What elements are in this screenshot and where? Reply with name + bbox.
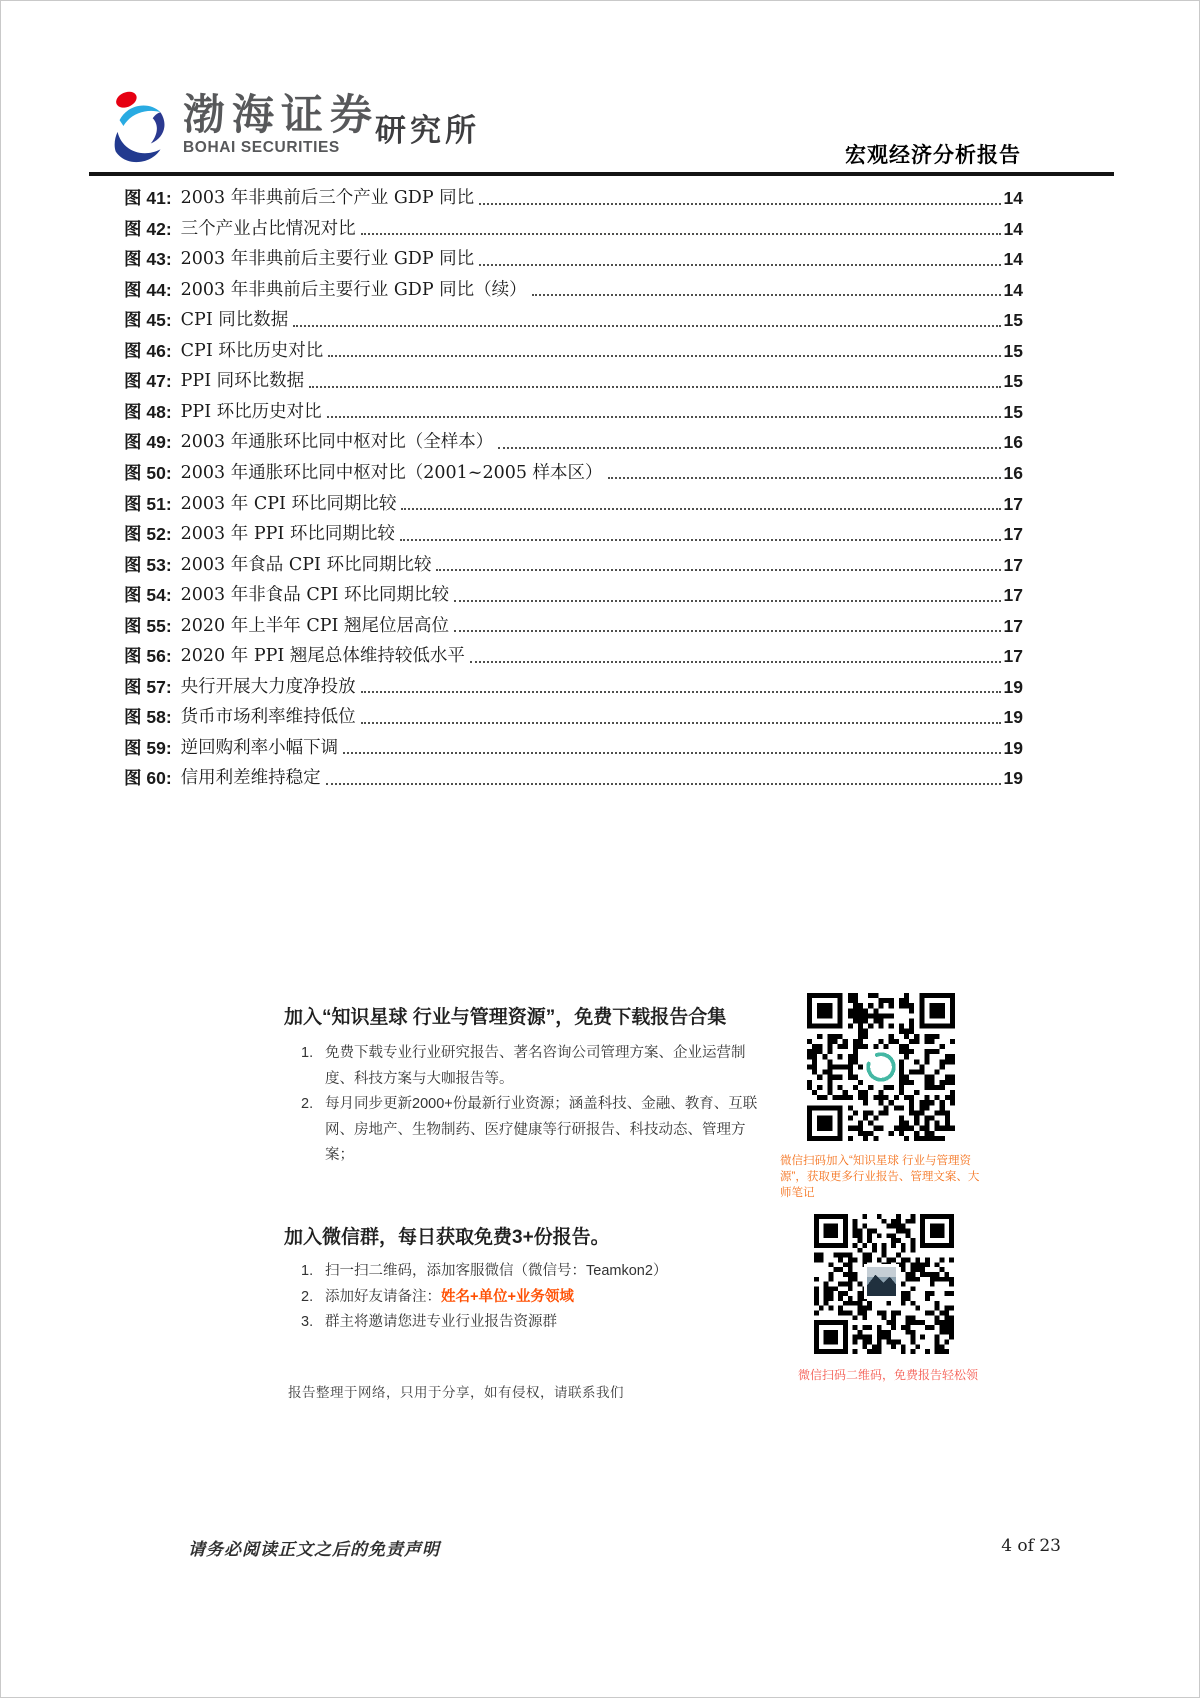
- toc-entry-title: 2003 年通胀环比同中枢对比（2001~2005 样本区）: [180, 462, 603, 483]
- qr2-caption: 微信扫码二维码，免费报告轻松领: [798, 1368, 979, 1382]
- promo2-list-item: [301, 1259, 773, 1285]
- toc-entry-page-number: 17: [1003, 615, 1023, 636]
- toc-entry-label: 图 44:: [124, 279, 172, 300]
- logo-name-cn: 渤海证券: [183, 90, 380, 139]
- toc-dot-leader: [400, 539, 1001, 541]
- toc-entry-label: 图 48:: [124, 401, 172, 422]
- toc-entry[interactable]: [124, 640, 1023, 671]
- toc-entry-title: 货币市场利率维持低位: [180, 707, 356, 728]
- header-divider: [89, 172, 1114, 176]
- toc-dot-leader: [293, 325, 1000, 327]
- toc-entry-label: 图 52:: [124, 524, 172, 545]
- toc-entry[interactable]: [124, 274, 1023, 305]
- toc-dot-leader: [454, 630, 1001, 632]
- toc-entry-title: 2003 年非典前后主要行业 GDP 同比: [180, 249, 475, 270]
- toc-entry-title: 2003 年通胀环比同中枢对比（全样本）: [180, 432, 494, 453]
- toc-dot-leader: [401, 508, 1000, 510]
- toc-entry-title: 2003 年非食品 CPI 环比同期比较: [180, 585, 449, 606]
- toc-entry[interactable]: [124, 335, 1023, 366]
- toc-entry-page-number: 17: [1003, 554, 1023, 575]
- toc-entry-title: 三个产业占比情况对比: [180, 218, 356, 239]
- list-item-text: 添加好友请备注：姓名+单位+业务领域: [325, 1288, 574, 1305]
- toc-dot-leader: [532, 294, 1001, 296]
- toc-entry-label: 图 49:: [124, 432, 172, 453]
- toc-figure-list: [124, 182, 1023, 793]
- toc-entry-page-number: 14: [1003, 249, 1023, 270]
- promo2-list: [301, 1259, 773, 1336]
- logo-text: [183, 87, 379, 157]
- bohai-logo-icon: [111, 87, 171, 165]
- toc-entry[interactable]: [124, 243, 1023, 274]
- toc-entry-title: CPI 同比数据: [180, 310, 289, 331]
- report-type-label: 宏观经济分析报告: [845, 144, 1021, 167]
- toc-entry-title: 2020 年 PPI 翘尾总体维持较低水平: [180, 646, 465, 667]
- toc-entry-title: CPI 环比历史对比: [180, 340, 324, 361]
- toc-entry-page-number: 17: [1003, 493, 1023, 514]
- toc-entry-page-number: 19: [1003, 737, 1023, 758]
- promo2-list-item: [301, 1310, 773, 1336]
- list-item-number: 1.: [301, 1045, 314, 1061]
- toc-entry-page-number: 16: [1003, 432, 1023, 453]
- toc-dot-leader: [361, 691, 1001, 693]
- toc-entry-title: 2003 年非典前后三个产业 GDP 同比: [180, 188, 475, 209]
- toc-entry-page-number: 17: [1003, 646, 1023, 667]
- toc-entry[interactable]: [124, 518, 1023, 549]
- list-item-text: 群主将邀请您进专业行业报告资源群: [325, 1314, 557, 1330]
- toc-entry-label: 图 60:: [124, 768, 172, 789]
- toc-entry-page-number: 15: [1003, 310, 1023, 331]
- toc-entry-title: 央行开展大力度净投放: [180, 676, 356, 697]
- toc-dot-leader: [343, 752, 1000, 754]
- toc-entry-label: 图 56:: [124, 646, 172, 667]
- toc-entry-label: 图 43:: [124, 249, 172, 270]
- toc-entry-title: PPI 环比历史对比: [180, 401, 322, 422]
- toc-entry-title: 2003 年 CPI 环比同期比较: [180, 493, 397, 514]
- toc-dot-leader: [328, 355, 1000, 357]
- toc-entry[interactable]: [124, 671, 1023, 702]
- toc-entry-title: 逆回购利率小幅下调: [180, 737, 339, 758]
- toc-entry[interactable]: [124, 732, 1023, 763]
- toc-dot-leader: [361, 722, 1001, 724]
- list-item-highlight: 姓名+单位+业务领域: [441, 1288, 574, 1305]
- toc-entry[interactable]: [124, 426, 1023, 457]
- promo2-list-item: [301, 1285, 773, 1311]
- toc-entry-page-number: 15: [1003, 371, 1023, 392]
- qr-code-knowledge-planet: [807, 993, 955, 1141]
- toc-entry[interactable]: [124, 610, 1023, 641]
- toc-entry[interactable]: [124, 304, 1023, 335]
- toc-dot-leader: [327, 416, 1001, 418]
- toc-entry-page-number: 14: [1003, 279, 1023, 300]
- toc-entry-page-number: 16: [1003, 462, 1023, 483]
- toc-dot-leader: [498, 447, 1000, 449]
- toc-entry[interactable]: [124, 182, 1023, 213]
- toc-entry-page-number: 19: [1003, 707, 1023, 728]
- toc-entry-label: 图 46:: [124, 340, 172, 361]
- toc-entry-label: 图 55:: [124, 615, 172, 636]
- list-item-number: 1.: [301, 1263, 314, 1279]
- toc-entry[interactable]: [124, 213, 1023, 244]
- promo2-title: 加入微信群，每日获取免费3+份报告。: [284, 1227, 610, 1248]
- toc-dot-leader: [454, 600, 1001, 602]
- toc-dot-leader: [470, 661, 1001, 663]
- toc-entry-label: 图 54:: [124, 585, 172, 606]
- toc-entry-page-number: 17: [1003, 585, 1023, 606]
- toc-entry[interactable]: [124, 396, 1023, 427]
- toc-entry-page-number: 19: [1003, 676, 1023, 697]
- footer-disclaimer: 请务必阅读正文之后的免责声明: [188, 1540, 440, 1560]
- toc-entry-title: 2003 年非典前后主要行业 GDP 同比（续）: [180, 279, 527, 300]
- toc-entry-title: 2003 年 PPI 环比同期比较: [180, 524, 395, 545]
- footer-page-number: 4 of 23: [1001, 1536, 1061, 1556]
- toc-entry-label: 图 53:: [124, 554, 172, 575]
- toc-entry-label: 图 41:: [124, 188, 172, 209]
- toc-entry-label: 图 45:: [124, 310, 172, 331]
- toc-dot-leader: [361, 233, 1001, 235]
- qr1-caption: 微信扫码加入“知识星球 行业与管理资源”，获取更多行业报告、管理文案、大师笔记: [780, 1155, 980, 1199]
- toc-entry-title: 信用利差维持稳定: [180, 768, 321, 789]
- toc-dot-leader: [479, 264, 1000, 266]
- list-item-text: 每月同步更新2000+份最新行业资源；涵盖科技、金融、教育、互联网、房地产、生物制药、医疗健康等行研报告、科技动态、管理方案；: [325, 1096, 758, 1163]
- toc-entry[interactable]: [124, 487, 1023, 518]
- toc-entry[interactable]: [124, 365, 1023, 396]
- toc-entry-label: 图 51:: [124, 493, 172, 514]
- list-item-text: 扫一扫二维码，添加客服微信（微信号：Teamkon2）: [325, 1263, 668, 1279]
- toc-entry-page-number: 19: [1003, 768, 1023, 789]
- list-item-number: 2.: [301, 1288, 314, 1305]
- toc-dot-leader: [436, 569, 1000, 571]
- toc-entry-title: PPI 同环比数据: [180, 371, 305, 392]
- promo1-title: 加入“知识星球 行业与管理资源”，免费下载报告合集: [284, 1007, 727, 1028]
- toc-dot-leader: [326, 783, 1001, 785]
- promo1-list: [301, 1041, 773, 1169]
- toc-entry-label: 图 47:: [124, 371, 172, 392]
- toc-entry-label: 图 58:: [124, 707, 172, 728]
- logo-name-en: BOHAI SECURITIES: [183, 139, 340, 157]
- toc-entry[interactable]: [124, 549, 1023, 580]
- toc-dot-leader: [608, 477, 1001, 479]
- toc-dot-leader: [479, 203, 1000, 205]
- toc-entry-label: 图 57:: [124, 676, 172, 697]
- company-logo: [111, 87, 379, 165]
- toc-entry-label: 图 50:: [124, 462, 172, 483]
- promo-disclaimer-note: 报告整理于网络，只用于分享，如有侵权，请联系我们: [288, 1385, 624, 1400]
- toc-entry[interactable]: [124, 762, 1023, 793]
- toc-entry-page-number: 14: [1003, 218, 1023, 239]
- promo1-list-item: [301, 1092, 773, 1169]
- toc-dot-leader: [309, 386, 1000, 388]
- toc-entry-title: 2020 年上半年 CPI 翘尾位居高位: [180, 615, 449, 636]
- toc-entry-page-number: 14: [1003, 188, 1023, 209]
- toc-entry[interactable]: [124, 701, 1023, 732]
- toc-entry-label: 图 42:: [124, 218, 172, 239]
- toc-entry-page-number: 17: [1003, 524, 1023, 545]
- list-item-number: 3.: [301, 1314, 314, 1330]
- list-item-text: 免费下载专业行业研究报告、著名咨询公司管理方案、企业运营制度、科技方案与大咖报告等。: [325, 1045, 746, 1087]
- institute-label: 研究所: [375, 113, 480, 148]
- toc-entry-page-number: 15: [1003, 401, 1023, 422]
- toc-entry[interactable]: [124, 457, 1023, 488]
- toc-entry-title: 2003 年食品 CPI 环比同期比较: [180, 554, 432, 575]
- toc-entry-page-number: 15: [1003, 340, 1023, 361]
- toc-entry-label: 图 59:: [124, 737, 172, 758]
- toc-entry[interactable]: [124, 579, 1023, 610]
- promo1-list-item: [301, 1041, 773, 1092]
- qr-code-wechat-group: [814, 1214, 954, 1354]
- list-item-number: 2.: [301, 1096, 314, 1112]
